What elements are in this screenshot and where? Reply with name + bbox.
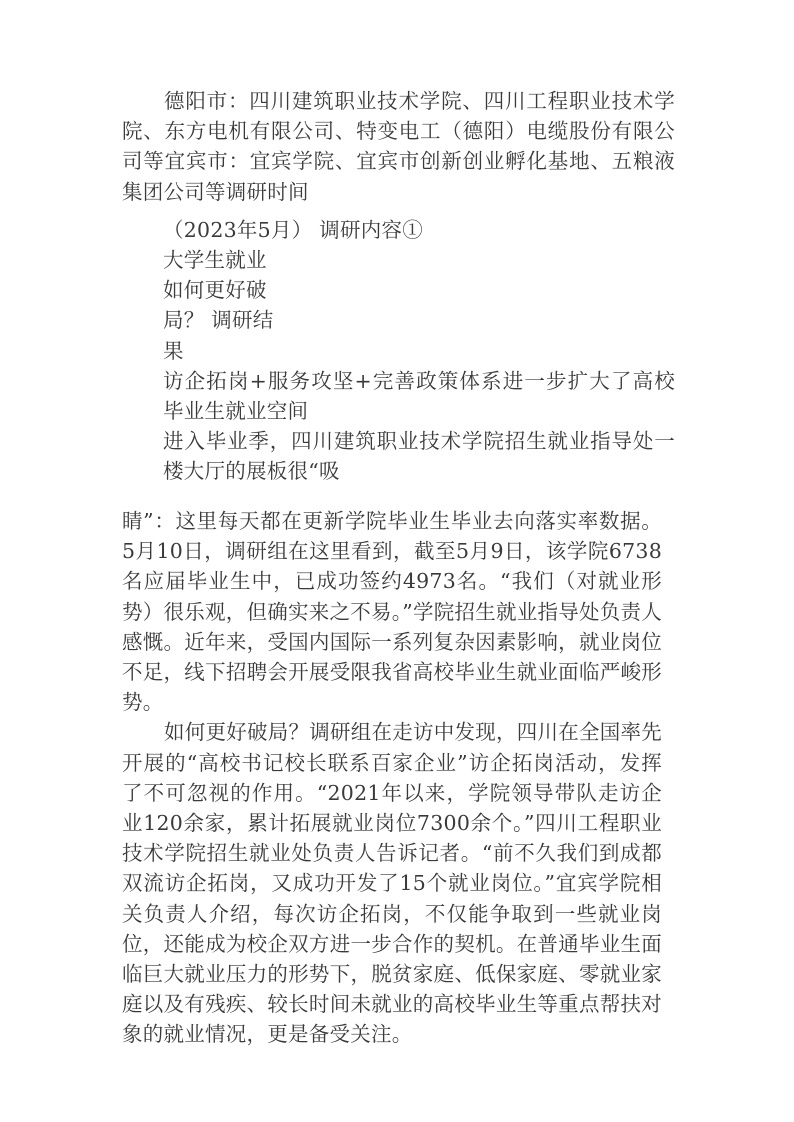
narrow-line-2: 如何更好破	[163, 278, 267, 303]
paragraph-lead-in: 进入毕业季，四川建筑职业技术学院招生就业指导处一楼大厅的展板很“吸	[163, 429, 675, 484]
narrow-column-block	[163, 215, 463, 366]
narrow-line-3: 局？ 调研结	[163, 308, 274, 333]
paragraph-cities-institutions: 德阳市：四川建筑职业技术学院、四川工程职业技术学院、东方电机有限公司、特变电工（德阳）电缆股份有限公司等宜宾市：宜宾学院、宜宾市创新创业孵化基地、五粮液集团公司等调研时间	[122, 89, 675, 204]
paragraph-breaking-through: 如何更好破局？调研组在走访中发现，四川在全国率先开展的“高校书记校长联系百家企业”访企拓岗活动，发挥了不可忽视的作用。“2021年以来，学院领导带队走访企业120余家，累计拓展就业岗位7300余个。”四川工程职业技术学院招生就业处负责人告诉记者。“前不久我们到成都双流访企拓岗，又成功开发了15个就业岗位。”宜宾学院相关负责人介绍，每次访企拓岗，不仅能争取到一些就业岗位，还能成为校企双方进一步合作的契机。在普通毕业生面临巨大就业压力的形势下，脱贫家庭、低保家庭、零就业家庭以及有残疾、较长时间未就业的高校毕业生等重点帮扶对象的就业情况，更是备受关注。	[122, 720, 662, 1047]
narrow-line-4: 果	[163, 338, 184, 363]
main-section	[122, 506, 662, 1050]
paragraph-policy-summary: 访企拓岗+服务攻坚+完善政策体系进一步扩大了高校毕业生就业空间	[163, 368, 675, 424]
paragraph-graduation-data: 睛”：这里每天都在更新学院毕业生毕业去向落实率数据。5月10日，调研组在这里看到，截至5月9日，该学院6738名应届毕业生中，已成功签约4973名。“我们（对就业形势）很乐观，但确实来之不易。”学院招生就业指导处负责人感慨。近年来，受国内国际一系列复杂因素影响，就业岗位不足，线下招聘会开展受限我省高校毕业生就业面临严峻形势。	[122, 509, 662, 715]
spacer	[122, 207, 675, 215]
upper-section	[122, 86, 675, 487]
sub-block-group	[163, 366, 675, 487]
survey-heading: （2023年5月） 调研内容①	[163, 217, 423, 242]
narrow-line-1: 大学生就业	[163, 248, 267, 273]
